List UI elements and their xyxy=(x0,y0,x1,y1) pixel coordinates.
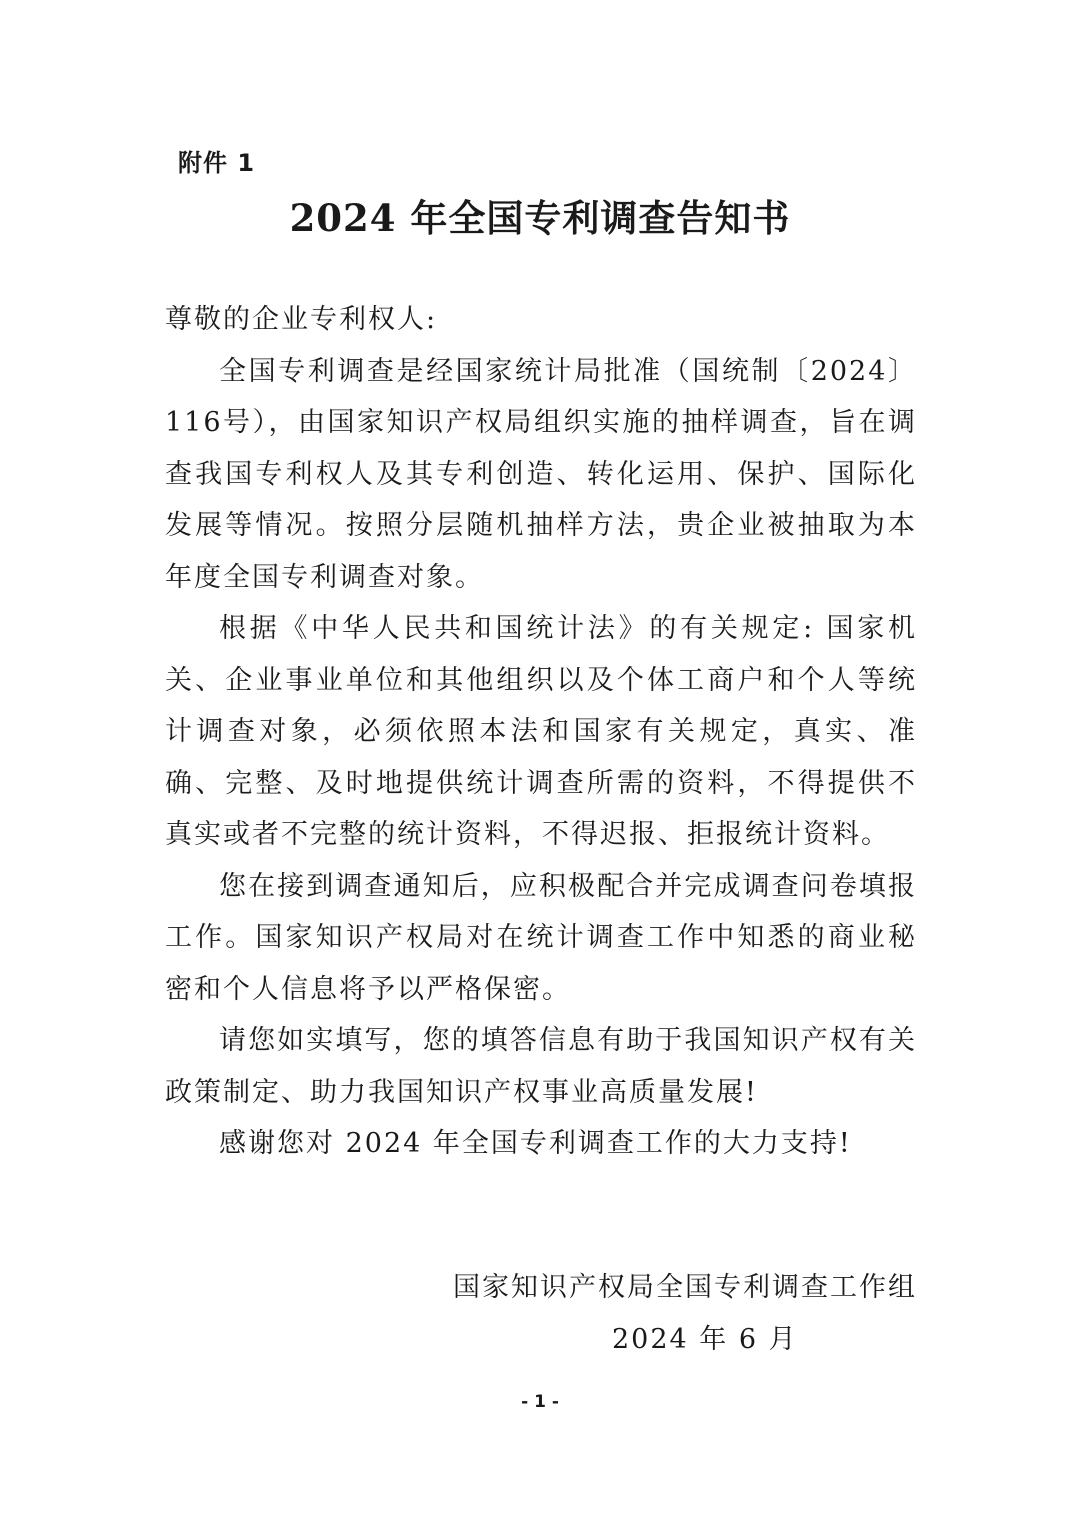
document-title: 2024 年全国专利调查告知书 xyxy=(289,196,791,240)
paragraph-statistics-law: 根据《中华人民共和国统计法》的有关规定: 国家机关、企业事业单位和其他组织以及个体工商户和个人等统计调查对象，必须依照本法和国家有关规定，真实、准确、完整、及时地提供统计调查所需的资料，不得提供不真实或者不完整的统计资料，不得迟报、拒报统计资料。 xyxy=(165,613,917,850)
page-number: - 1 - xyxy=(521,1392,559,1412)
paragraph-thanks: 感谢您对 2024 年全国专利调查工作的大力支持! xyxy=(219,1128,852,1159)
signature-organization: 国家知识产权局全国专利调查工作组 xyxy=(453,1272,917,1303)
paragraph-survey-intro: 全国专利调查是经国家统计局批准（国统制〔2024〕116号），由国家知识产权局组织实施的抽样调查，旨在调查我国专利权人及其专利创造、转化运用、保护、国际化发展等情况。按照分层随机抽样方法，贵企业被抽取为本年度全国专利调查对象。 xyxy=(165,355,917,593)
paragraph-confidentiality: 您在接到调查通知后，应积极配合并完成调查问卷填报工作。国家知识产权局对在统计调查工作中知悉的商业秘密和个人信息将予以严格保密。 xyxy=(165,870,917,1005)
signature-date: 2024 年 6 月 xyxy=(612,1324,798,1355)
salutation: 尊敬的企业专利权人: xyxy=(165,304,438,335)
paragraph-request: 请您如实填写，您的填答信息有助于我国知识产权有关政策制定、助力我国知识产权事业高质量发展! xyxy=(165,1025,917,1108)
document-body xyxy=(165,294,917,1170)
attachment-label: 附件 1 xyxy=(178,149,256,177)
